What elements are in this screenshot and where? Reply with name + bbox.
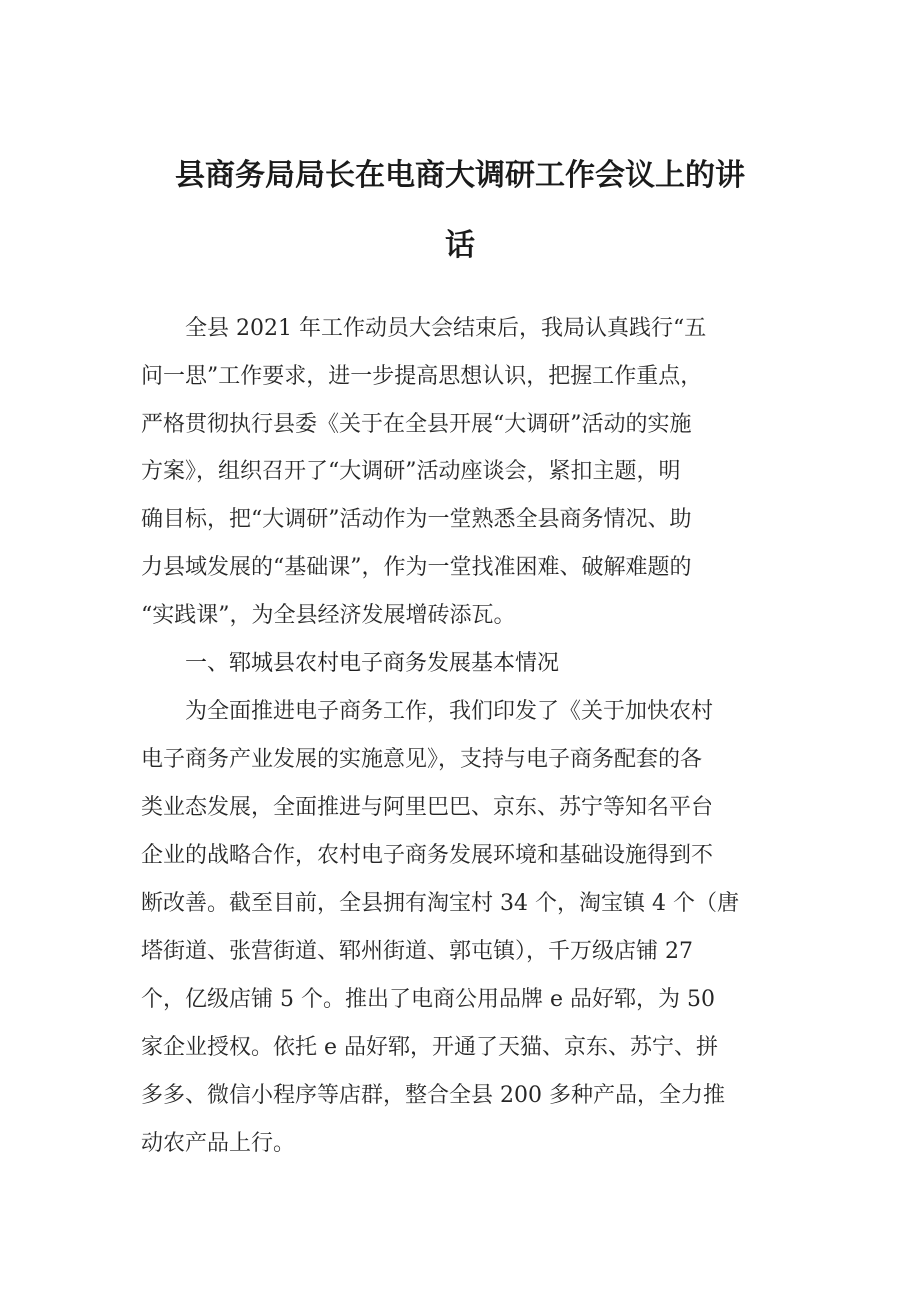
- paragraph-1-line: 问一思”工作要求，进一步提高思想认识，把握工作重点，: [141, 364, 703, 389]
- paragraph-2-line: 断改善。截至目前，全县拥有淘宝村 34 个，淘宝镇 4 个（唐: [141, 891, 739, 916]
- paragraph-1-line: 力县域发展的“基础课”，作为一堂找准困难、破解难题的: [141, 555, 692, 580]
- paragraph-2-line: 动农产品上行。: [141, 1131, 296, 1156]
- document-title-line-1: 县商务局局长在电商大调研工作会议上的讲: [175, 158, 745, 193]
- paragraph-1-line: 严格贯彻执行县委《关于在全县开展“大调研”活动的实施: [141, 412, 692, 437]
- paragraph-2-line: 塔街道、张营街道、郓州街道、郭屯镇），千万级店铺 27: [141, 939, 693, 964]
- paragraph-2-line: 家企业授权。依托 e 品好郓，开通了天猫、京东、苏宁、拼: [141, 1035, 719, 1060]
- paragraph-2-line: 为全面推进电子商务工作，我们印发了《关于加快农村: [141, 699, 714, 724]
- paragraph-2-line: 多多、微信小程序等店群，整合全县 200 多种产品，全力推: [141, 1083, 725, 1108]
- paragraph-1-line: 方案》，组织召开了“大调研”活动座谈会，紧扣主题，明: [141, 459, 681, 484]
- paragraph-2-line: 类业态发展，全面推进与阿里巴巴、京东、苏宁等知名平台: [141, 795, 714, 820]
- section-heading: 一、郓城县农村电子商务发展基本情况: [141, 651, 560, 676]
- paragraph-2-line: 电子商务产业发展的实施意见》，支持与电子商务配套的各: [141, 747, 703, 772]
- paragraph-2-line: 个，亿级店铺 5 个。推出了电商公用品牌 e 品好郓，为 50: [141, 987, 715, 1012]
- paragraph-1-line: 确目标，把“大调研”活动作为一堂熟悉全县商务情况、助: [141, 507, 692, 532]
- paragraph-1-line: 全县 2021 年工作动员大会结束后，我局认真践行“五: [141, 316, 707, 341]
- document-title-line-2: 话: [445, 228, 475, 263]
- paragraph-1-line: “实践课”，为全县经济发展增砖添瓦。: [141, 603, 516, 628]
- paragraph-2-line: 企业的战略合作，农村电子商务发展环境和基础设施得到不: [141, 843, 714, 868]
